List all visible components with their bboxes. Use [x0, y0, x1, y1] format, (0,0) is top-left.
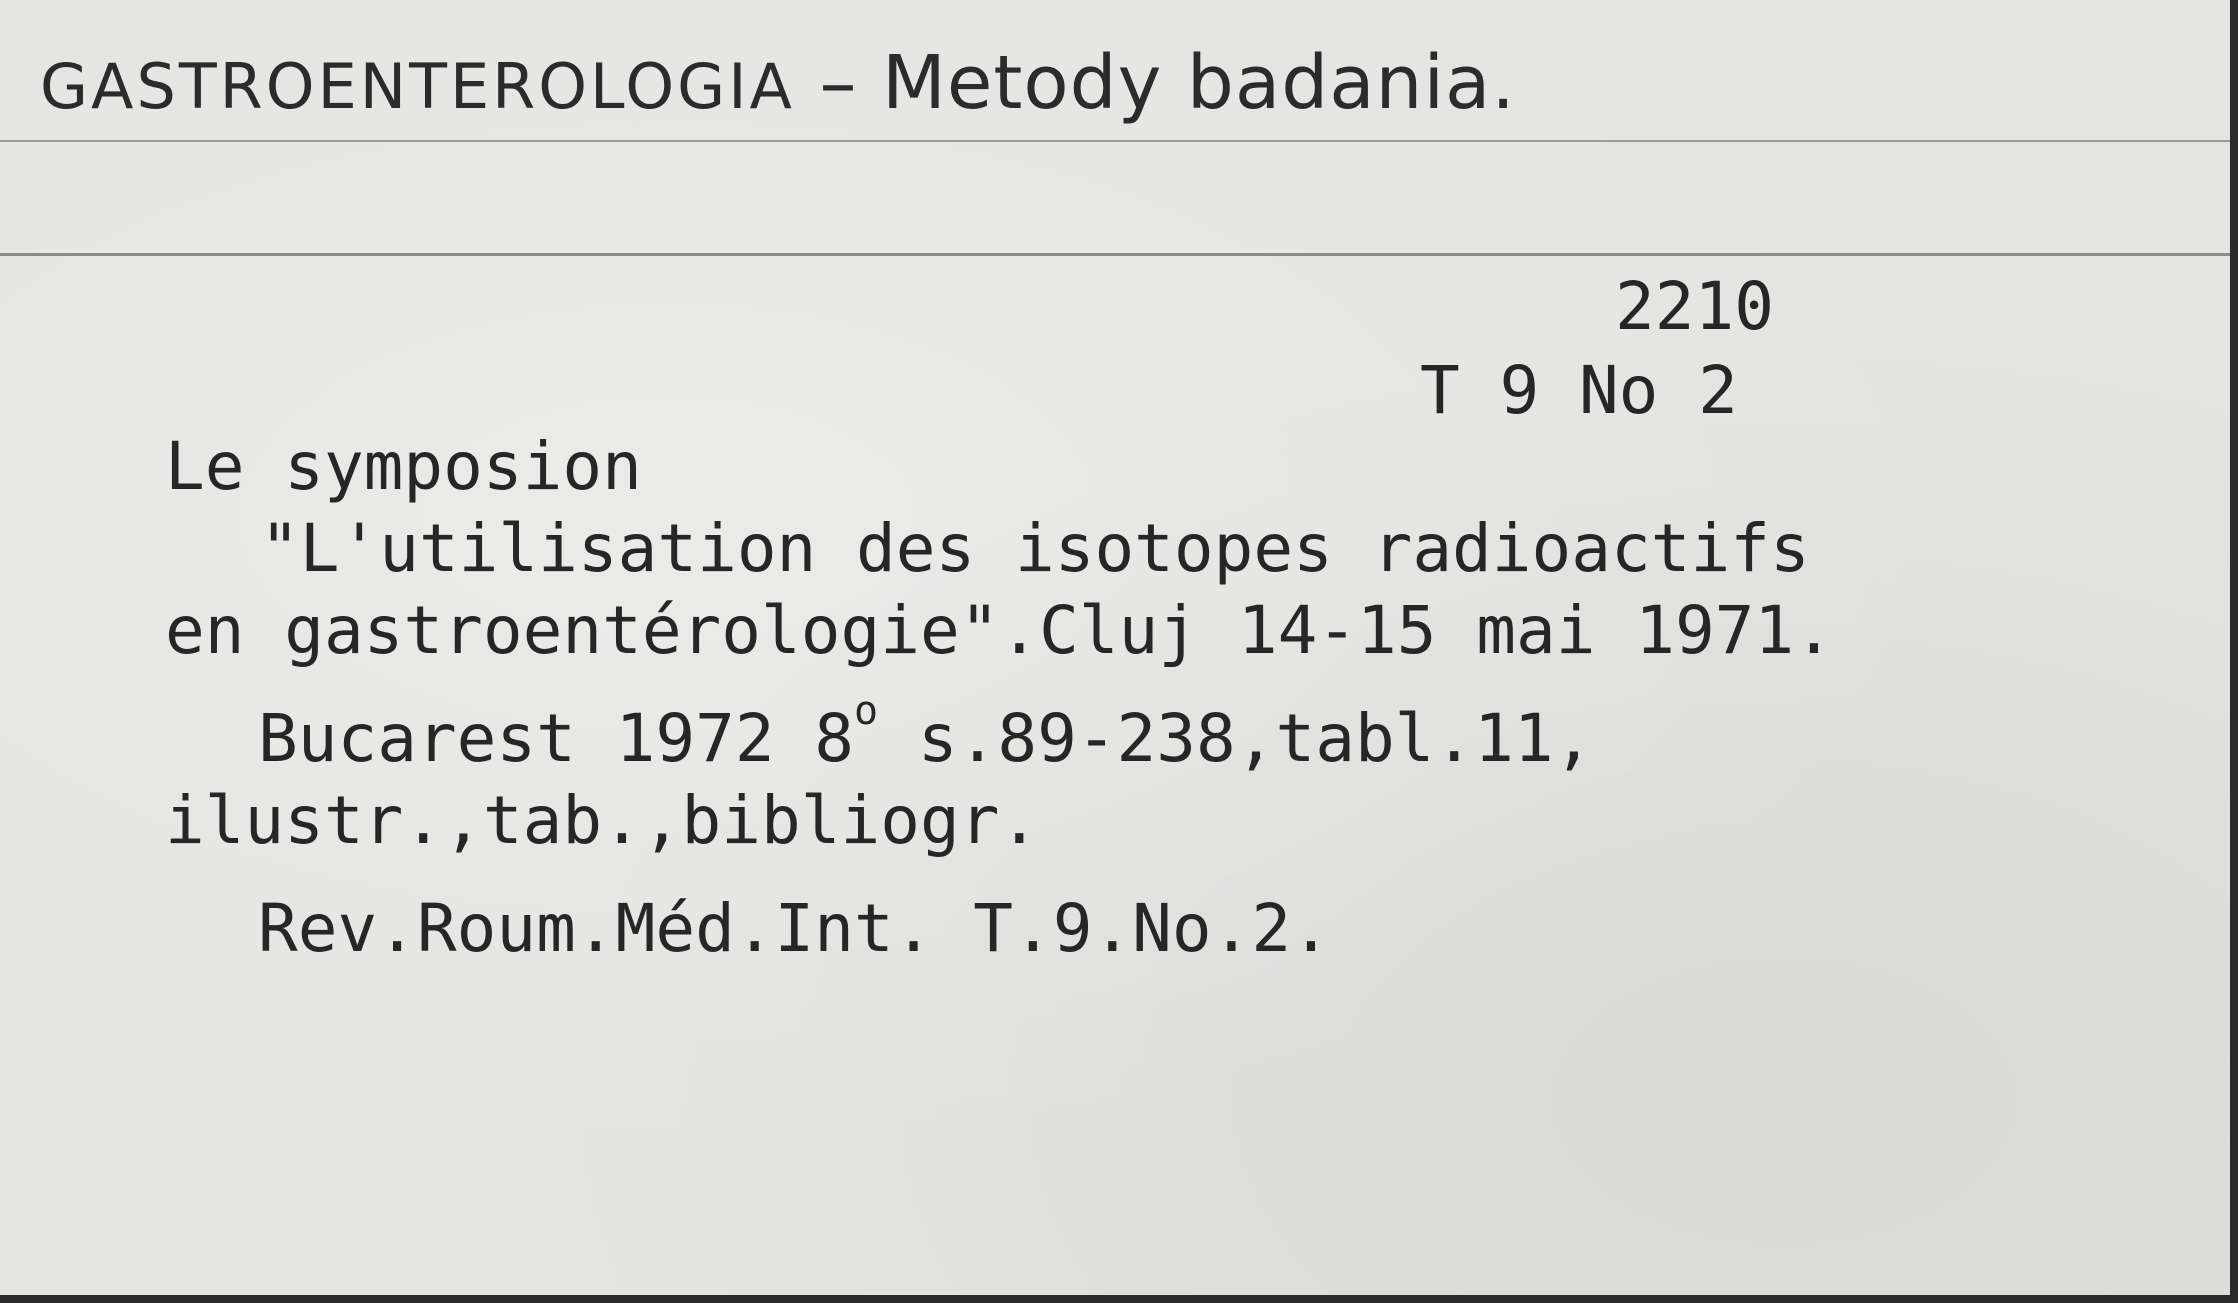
entry-title-line: "L'utilisation des isotopes radioactifs — [260, 510, 1810, 587]
imprint-place-date: Bucarest 1972 8 — [258, 700, 855, 777]
subject-heading-subject: GASTROENTEROLOGIA — [40, 50, 795, 123]
description-line: ilustr.,tab.,bibliogr. — [165, 782, 1040, 859]
entry-title-line: Le symposion — [165, 428, 642, 505]
volume-issue: T 9 No 2 — [1420, 352, 1738, 429]
ruled-line — [0, 253, 2230, 256]
source-line: Rev.Roum.Méd.Int. T.9.No.2. — [258, 890, 1331, 967]
imprint-line — [258, 688, 1594, 777]
entry-title-line: en gastroentérologie".Cluj 14-15 mai 1971. — [165, 592, 1834, 669]
subject-heading — [40, 40, 1516, 126]
call-number: 2210 — [1615, 268, 1774, 345]
subject-heading-topic: Metody badania. — [881, 40, 1516, 126]
imprint-pages: s.89-238,tabl.11, — [878, 700, 1594, 777]
format-superscript: o — [854, 688, 879, 734]
ruled-line — [0, 140, 2230, 142]
subject-heading-separator: – — [794, 40, 882, 126]
